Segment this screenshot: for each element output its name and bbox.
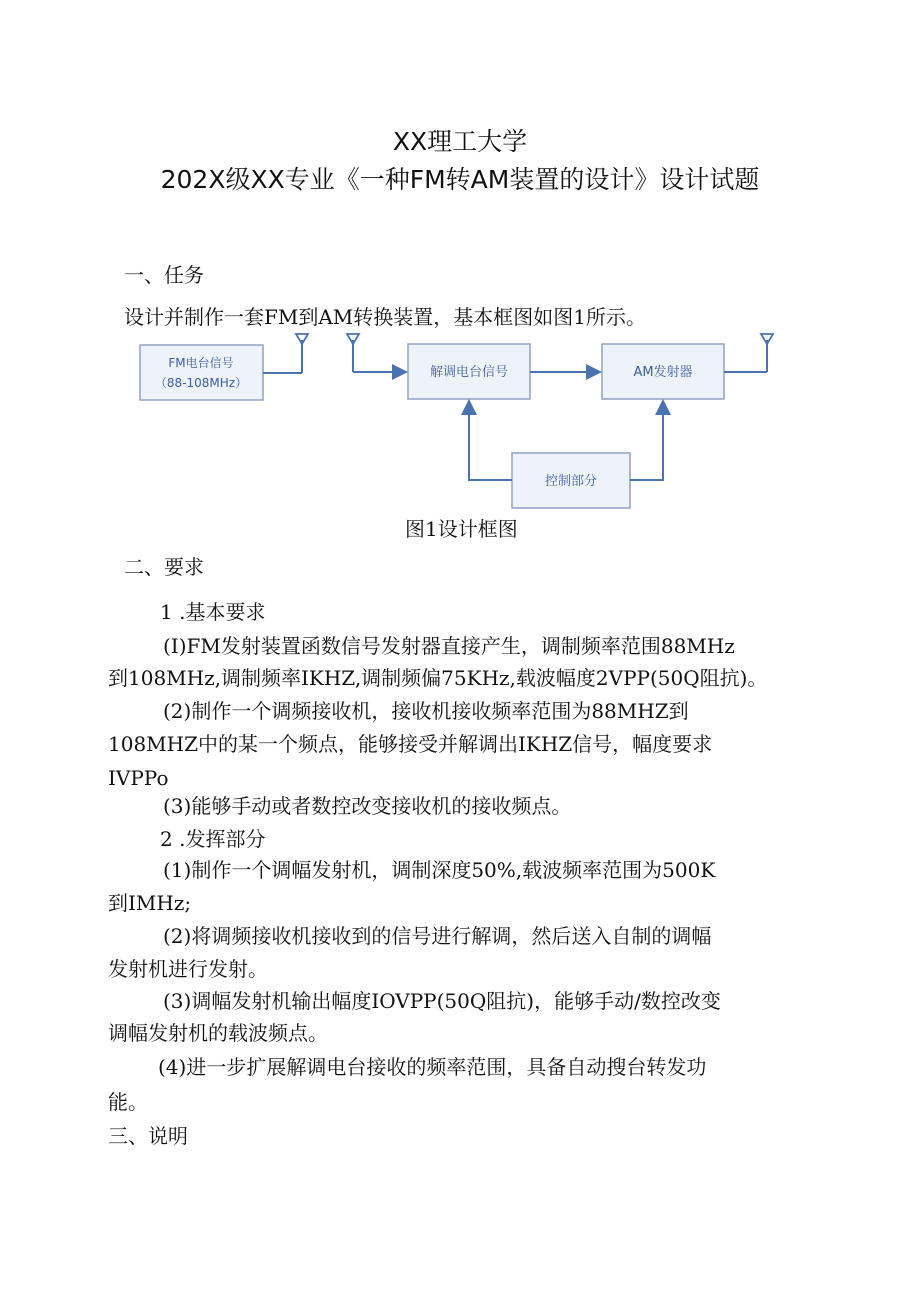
extended-requirements-heading: 2 .发挥部分 [160,827,266,851]
control-block-label: 控制部分 [544,474,598,489]
rx-antenna-icon [347,334,406,372]
section-1-intro: 设计并制作一套FM到AM转换装置，基本框图如图1所示。 [124,305,647,329]
basic-req-2-line-2: 108MHZ中的某一个频点，能够接受并解调出IKHZ信号，幅度要求 [108,732,713,756]
fm-block [140,345,263,400]
exam-title: 202X级XX专业《一种FM转AM装置的设计》设计试题 [160,165,760,194]
am-block-label: AM发射器 [633,365,693,380]
fm-block-range: （88-108MHz） [154,376,248,390]
am-antenna-icon [724,334,773,372]
ext-req-1-line-2: 到IMHz; [108,891,192,915]
basic-req-1-line-2: 到108MHz,调制频率IKHZ,调制频偏75KHz,载波幅度2VPP(50Q阻抗)。 [108,666,768,690]
ext-req-3-line-1: (3)调幅发射机输出幅度IOVPP(50Q阻抗)，能够手动/数控改变 [163,989,721,1013]
ext-req-3-line-2: 调幅发射机的载波频点。 [108,1021,328,1045]
fm-antenna-icon [263,334,308,373]
section-3-heading: 三、说明 [108,1124,188,1148]
demod-block-label: 解调电台信号 [429,365,509,380]
ext-req-1-line-1: (1)制作一个调幅发射机，调制深度50%,载波频率范围为500K [163,858,716,882]
ext-req-2-line-1: (2)将调频接收机接收到的信号进行解调，然后送入自制的调幅 [163,924,712,948]
section-1-heading: 一、任务 [124,263,204,287]
basic-req-3-line-1: (3)能够手动或者数控改变接收机的接收频点。 [163,794,572,818]
control-to-demod-arrow [469,401,512,480]
demod-block [408,344,530,399]
basic-req-1-line-1: (I)FM发射装置函数信号发射器直接产生，调制频率范围88MHz [163,634,735,658]
figure-caption: 图1设计框图 [405,517,518,541]
block-diagram [0,328,920,528]
basic-req-2-line-3: IVPPo [108,766,169,790]
ext-req-4-line-2: 能。 [108,1090,148,1114]
control-to-am-arrow [630,401,663,480]
control-block [512,453,630,508]
basic-req-2-line-1: (2)制作一个调频接收机，接收机接收频率范围为88MHZ到 [163,699,689,723]
ext-req-4-line-1: (4)进一步扩展解调电台接收的频率范围，具备自动搜台转发功 [158,1055,707,1079]
am-block [602,344,724,399]
university-name: XX理工大学 [392,127,528,156]
section-2-heading: 二、要求 [124,555,204,579]
fm-block-label: FM电台信号 [168,356,234,370]
ext-req-2-line-2: 发射机进行发射。 [108,957,268,981]
basic-requirements-heading: 1 .基本要求 [160,600,266,624]
